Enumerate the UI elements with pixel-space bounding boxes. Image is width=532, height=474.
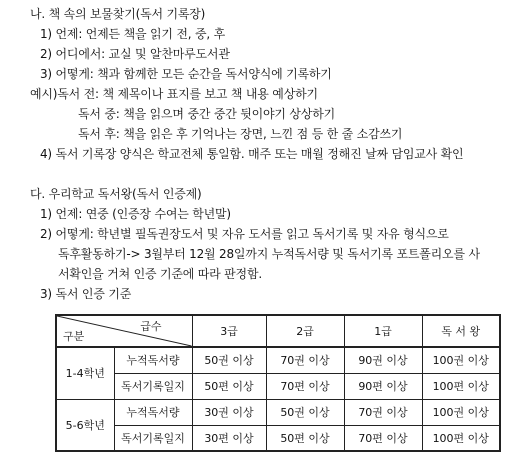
na-item-3: 3) 어떻게: 책과 함께한 모든 순간을 독서양식에 기록하기 (40, 67, 332, 81)
table-cell: 50권 이상 (266, 399, 344, 425)
da-item-2-line-1: 2) 어떻게: 학년별 필독권장도서 및 자유 도서를 읽고 독서기록 및 자유 형식으로 (40, 227, 449, 241)
table-cell: 30권 이상 (192, 399, 266, 425)
na-item-4: 4) 독서 기록장 양식은 학교전체 통일함. 매주 또는 매월 정해진 날짜 담임교사 확인 (40, 147, 464, 161)
na-item-1: 1) 언제: 언제든 책을 읽기 전, 중, 후 (40, 27, 225, 41)
column-header-grade-2: 2급 (266, 315, 344, 347)
na-example-before: 예시)독서 전: 책 제목이나 표지를 보고 책 내용 예상하기 (30, 87, 318, 101)
table-row (56, 373, 500, 399)
table-corner-header (56, 315, 192, 347)
group-label-grade-1-4: 1-4학년 (56, 347, 114, 399)
da-item-2-line-2: 독후활동하기-> 3월부터 12월 28일까지 누적독서량 및 독서기록 포트폴리오를 사 (58, 247, 480, 261)
table-cell: 70권 이상 (344, 399, 422, 425)
certification-table (55, 314, 501, 452)
table-cell: 100권 이상 (422, 347, 500, 373)
table-cell: 90권 이상 (344, 347, 422, 373)
row-label: 독서기록일지 (114, 425, 192, 451)
table-cell: 30편 이상 (192, 425, 266, 451)
group-label-grade-5-6: 5-6학년 (56, 399, 114, 451)
table-cell: 50편 이상 (266, 425, 344, 451)
table-cell: 50편 이상 (192, 373, 266, 399)
na-example-during: 독서 중: 책을 읽으며 중간 중간 뒷이야기 상상하기 (78, 107, 335, 121)
table-cell: 50권 이상 (192, 347, 266, 373)
column-header-grade-1: 1급 (344, 315, 422, 347)
table-row (56, 425, 500, 451)
table-cell: 70편 이상 (344, 425, 422, 451)
da-item-1: 1) 언제: 연중 (인증장 수여는 학년말) (40, 207, 231, 221)
row-label: 누적독서량 (114, 399, 192, 425)
da-item-3: 3) 독서 인증 기준 (40, 287, 132, 301)
table-cell: 100권 이상 (422, 399, 500, 425)
table-cell: 90편 이상 (344, 373, 422, 399)
na-example-after: 독서 후: 책을 읽은 후 기억나는 장면, 느낀 점 등 한 줄 소감쓰기 (78, 127, 403, 141)
row-label: 독서기록일지 (114, 373, 192, 399)
na-item-2: 2) 어디에서: 교실 및 알찬마루도서관 (40, 47, 230, 61)
table-cell: 100편 이상 (422, 425, 500, 451)
corner-label-category: 구분 (63, 330, 85, 343)
table-cell: 100편 이상 (422, 373, 500, 399)
column-header-reading-king: 독 서 왕 (422, 315, 500, 347)
table-row (56, 347, 500, 373)
table-cell: 70권 이상 (266, 347, 344, 373)
row-label: 누적독서량 (114, 347, 192, 373)
column-header-grade-3: 3급 (192, 315, 266, 347)
table-row (56, 399, 500, 425)
corner-label-grade: 급수 (140, 320, 162, 333)
da-item-2-line-3: 서확인을 거쳐 인증 기준에 따라 판정함. (58, 267, 262, 281)
table-cell: 70편 이상 (266, 373, 344, 399)
section-title-da: 다. 우리학교 독서왕(독서 인증제) (30, 187, 202, 201)
section-title-na: 나. 책 속의 보물찾기(독서 기록장) (30, 7, 206, 21)
